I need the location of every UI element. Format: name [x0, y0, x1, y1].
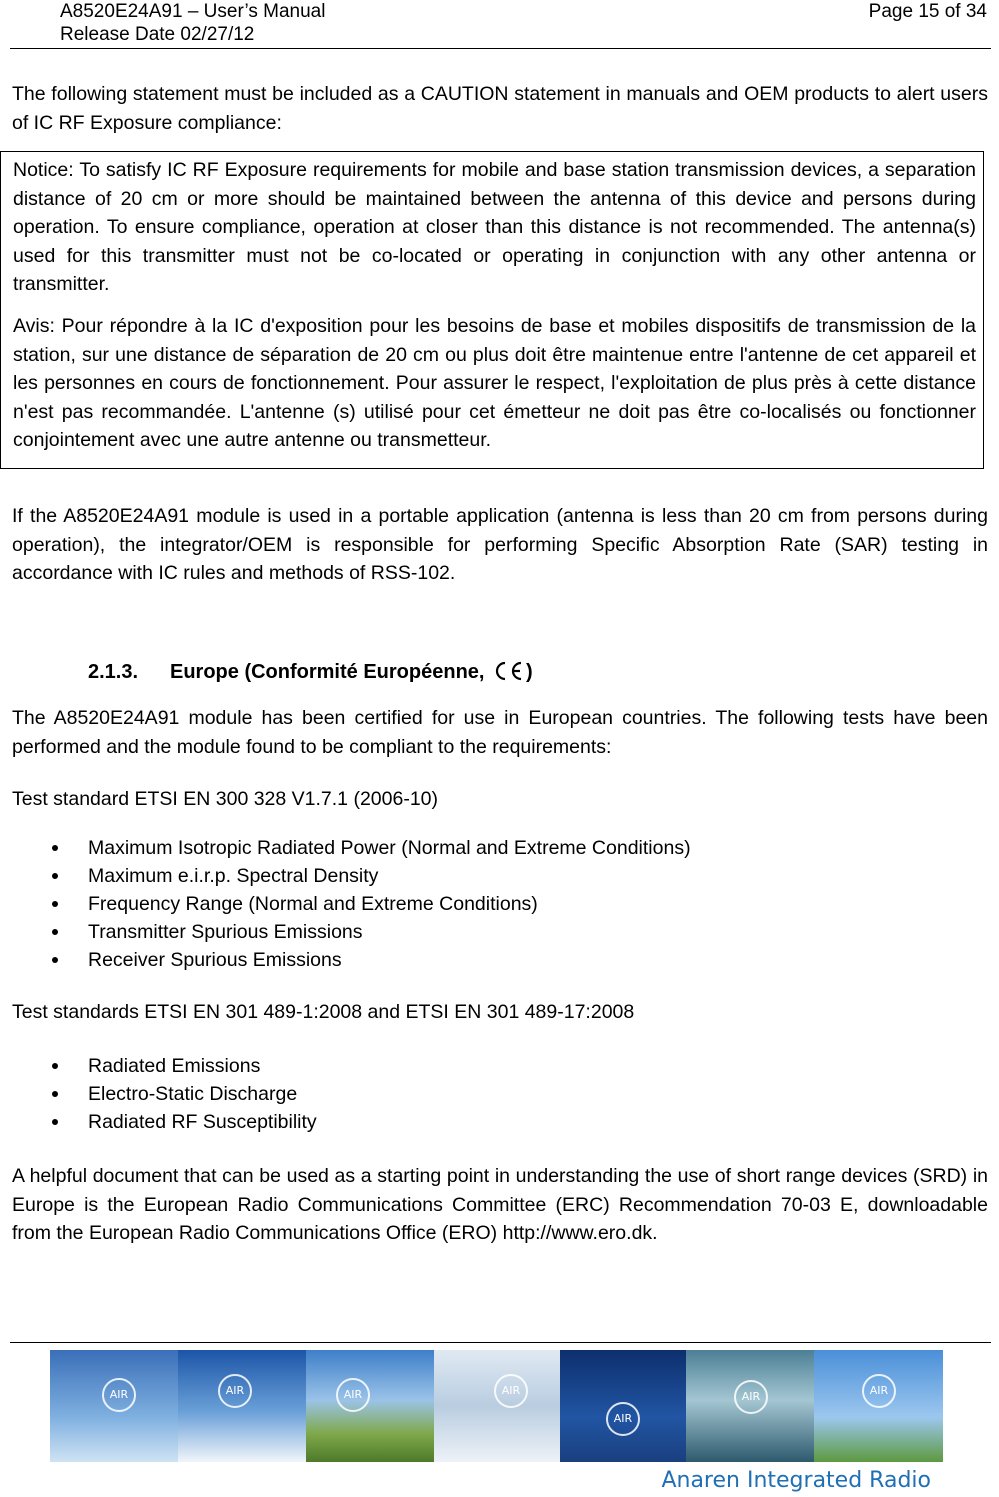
europe-intro-paragraph: The A8520E24A91 module has been certified for use in European countries. The following tests have been performed and the module found to be compliant to the requirements: [12, 707, 988, 758]
section-title: Europe (Conformité Européenne, [170, 661, 491, 683]
section-heading-europe [88, 659, 533, 689]
footer-divider [10, 1342, 991, 1343]
test-standard-1-label: Test standard ETSI EN 300 328 V1.7.1 (2006-10) [12, 788, 439, 810]
section-number: 2.1.3. [88, 661, 139, 683]
air-badge: AIR [606, 1402, 640, 1436]
release-date: Release Date 02/27/12 [60, 24, 255, 45]
windsurfer-photo [560, 1350, 686, 1462]
erc-recommendation-paragraph: A helpful document that can be used as a starting point in understanding the use of short range devices (SRD) in Europe is the European Radio Communications Committee (ERC) Recommendation 70-03 E, downloadable from the European Radio Communications Office (ERO) http://www.ero.dk. [12, 1165, 988, 1244]
bullet-icon [52, 957, 58, 963]
air-badge: AIR [862, 1374, 896, 1408]
list-item: Radiated Emissions [0, 1052, 317, 1080]
bullet-icon [52, 929, 58, 935]
bullet-icon [52, 901, 58, 907]
skater-photo [50, 1350, 178, 1462]
cyclist-photo [306, 1350, 434, 1462]
portable-sar-paragraph: If the A8520E24A91 module is used in a portable application (antenna is less than 20 cm from persons during operation), the integrator/OEM is responsible for performing Specific Absorption Rate (SAR) testing in accordance with IC rules and methods of RSS-102. [12, 505, 988, 584]
air-badge: AIR [494, 1374, 528, 1408]
test-standard-2-list [0, 1052, 317, 1136]
list-item: Receiver Spurious Emissions [0, 946, 691, 974]
list-item: Transmitter Spurious Emissions [0, 918, 691, 946]
snowboarder-photo [434, 1350, 560, 1462]
kayaker-photo [686, 1350, 814, 1462]
anaren-brand-logo: Anaren Integrated Radio [661, 1468, 931, 1493]
bullet-icon [52, 845, 58, 851]
bullet-icon [52, 1119, 58, 1125]
air-badge: AIR [218, 1374, 252, 1408]
footer-banner-image [50, 1350, 943, 1462]
section-title-close: ) [526, 661, 533, 683]
air-badge: AIR [734, 1380, 768, 1414]
document-title: A8520E24A91 – User’s Manual [60, 1, 326, 22]
caution-notice-box [0, 151, 984, 469]
skateboarder-photo [814, 1350, 943, 1462]
air-badge: AIR [336, 1378, 370, 1412]
list-item: Maximum e.i.r.p. Spectral Density [0, 862, 691, 890]
list-item: Frequency Range (Normal and Extreme Conditions) [0, 890, 691, 918]
page-number: Page 15 of 34 [868, 1, 987, 22]
list-item: Maximum Isotropic Radiated Power (Normal and Extreme Conditions) [0, 834, 691, 862]
bullet-icon [52, 873, 58, 879]
notice-french: Avis: Pour répondre à la IC d'exposition pour les besoins de base et mobiles dispositifs de transmission de la station, sur une distance de séparation de 20 cm ou plus doit être maintenue entre l'antenne de cet appareil et les personnes en cours de fonctionnement. Pour assurer le respect, l'exploitation de plus près à cette distance n'est pas recommandée. L'antenne (s) utilisé pour cet émetteur ne doit pas être co-localisés ou fonctionner conjointement avec une autre antenne ou transmetteur. [13, 315, 976, 451]
bullet-icon [52, 1091, 58, 1097]
document-header-left [60, 0, 325, 46]
caution-intro-paragraph: The following statement must be included as a CAUTION statement in manuals and OEM products to alert users of IC RF Exposure compliance: [12, 83, 988, 134]
test-standard-2-label: Test standards ETSI EN 301 489-1:2008 and ETSI EN 301 489-17:2008 [12, 1001, 635, 1023]
test-standard-1-list [0, 834, 691, 974]
notice-english: Notice: To satisfy IC RF Exposure requirements for mobile and base station transmission devices, a separation distance of 20 cm or more should be maintained between the antenna of this device and persons during operation. To ensure compliance, operation at closer than this distance is not recommended. The antenna(s) used for this transmitter must not be co-located or operating in conjunction with any other antenna or transmitter. [13, 159, 976, 295]
list-item: Electro-Static Discharge [0, 1080, 317, 1108]
air-badge: AIR [102, 1378, 136, 1412]
bullet-icon [52, 1063, 58, 1069]
header-divider [10, 48, 991, 49]
ce-mark-icon [492, 660, 526, 689]
skier-photo [178, 1350, 306, 1462]
list-item: Radiated RF Susceptibility [0, 1108, 317, 1136]
